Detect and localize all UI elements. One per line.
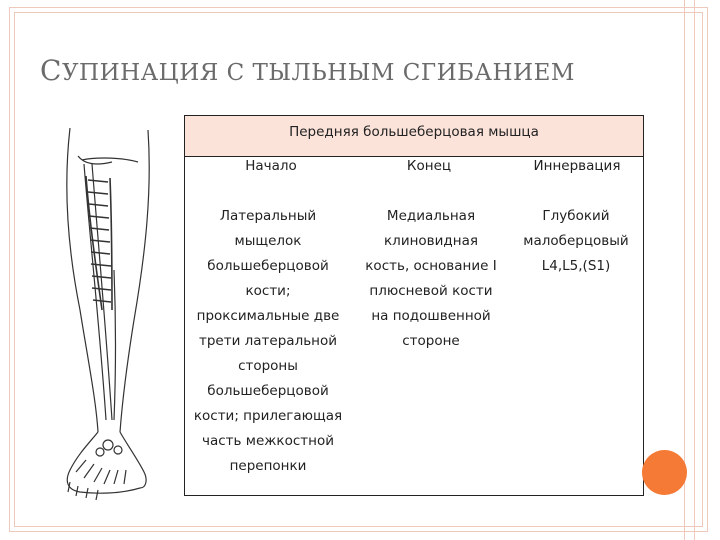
cell-origin-line: большеберцовой (207, 258, 329, 274)
cell-innervation (508, 204, 644, 279)
cell-origin-line: кости; прилегающая (193, 408, 343, 424)
cell-insertion-line: клиновидная (384, 233, 478, 249)
cell-origin-line: Латеральный (219, 208, 317, 224)
cell-origin-line: часть межкостной (202, 433, 334, 449)
column-header-insertion: Конец (406, 158, 452, 174)
cell-innervation-line: L4,L5,(S1) (541, 258, 611, 274)
cell-origin-line: кости; (245, 283, 291, 299)
cell-origin-line: большеберцовой (207, 383, 329, 399)
slide-title (40, 54, 575, 87)
cell-insertion (356, 204, 506, 354)
cell-origin-line: трети латеральной (198, 333, 338, 349)
slide-right-bar (684, 0, 695, 540)
cell-insertion-line: стороне (402, 333, 460, 349)
cell-insertion-line: на подошвенной (371, 308, 491, 324)
cell-insertion-line: плюсневой кости (369, 283, 493, 299)
slide-title-rest: УПИНАЦИЯ С ТЫЛЬНЫМ СГИБАНИЕМ (61, 60, 575, 86)
cell-origin-line: проксимальные две (196, 308, 340, 324)
cell-innervation-line: Глубокий (542, 208, 610, 224)
cell-origin-line: стороны (238, 358, 298, 374)
cell-origin (186, 204, 350, 479)
cell-origin-line: перепонки (229, 458, 307, 474)
slide-title-initial: С (40, 54, 62, 87)
accent-circle (642, 450, 687, 495)
leg-muscle-drawing (56, 120, 166, 520)
column-header-innervation: Иннервация (533, 158, 621, 174)
cell-insertion-line: кость, основание I (365, 258, 497, 274)
column-header-origin: Начало (245, 158, 297, 174)
cell-origin-line: мыщелок (234, 233, 302, 249)
cell-innervation-line: малоберцовый (523, 233, 629, 249)
cell-insertion-line: Медиальная (386, 208, 476, 224)
table-header: Передняя большеберцовая мышца (185, 116, 643, 157)
